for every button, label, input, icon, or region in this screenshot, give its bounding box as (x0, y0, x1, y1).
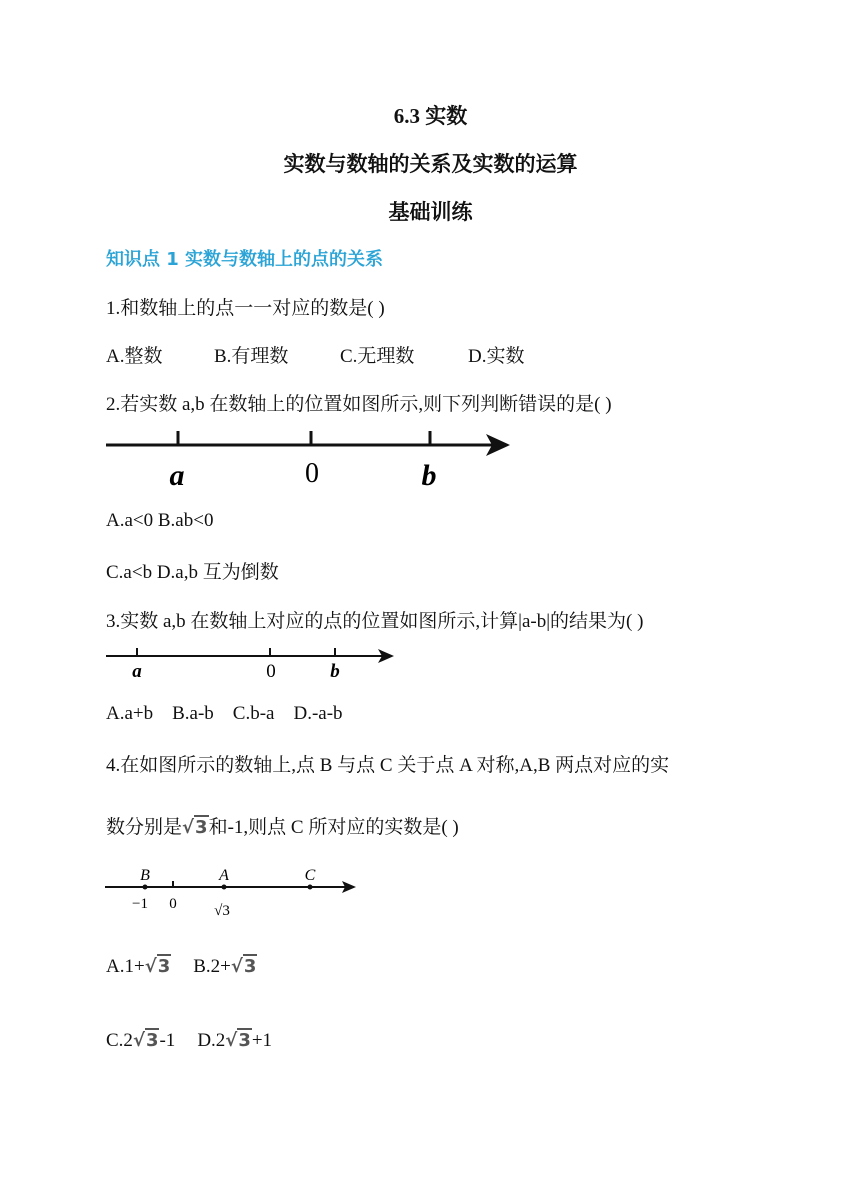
q3-label-a: a (132, 661, 142, 682)
knowledge-point-heading: 知识点 1 实数与数轴上的点的关系 (106, 249, 384, 270)
q4-value-0: 0 (169, 896, 177, 912)
q3-label-0: 0 (266, 661, 276, 682)
q1-options (106, 341, 524, 368)
sqrt-icon: √3 (144, 956, 171, 977)
q4-label-b: B (140, 867, 150, 884)
q4-label-a: A (219, 867, 229, 884)
q2-options-line1: A.a<0 B.ab<0 (106, 510, 214, 531)
q3-options: A.a+b B.a-b C.b-a D.-a-b (106, 703, 343, 724)
q1-option-d: D.实数 (468, 346, 525, 367)
sqrt-icon: √3 (132, 1030, 159, 1051)
q2-stem: 2.若实数 a,b 在数轴上的位置如图所示,则下列判断错误的是( ) (106, 394, 612, 415)
q3-label-b: b (330, 661, 340, 682)
q4-label-c: C (304, 867, 316, 884)
q1-option-c: C.无理数 (340, 346, 415, 367)
q4-option-b-text: B.2+ (193, 956, 231, 977)
page-subtitle: 实数与数轴的关系及实数的运算 (283, 152, 578, 176)
q4-options-ab (106, 956, 257, 978)
q1-stem: 1.和数轴上的点一一对应的数是( ) (106, 298, 385, 319)
q2-label-a: a (169, 459, 185, 492)
sqrt-radicand: 3 (195, 817, 208, 838)
sqrt-icon: √3 (225, 1030, 251, 1051)
q4-options-cd: C.2√3-1 D.2√3+1 (106, 1030, 273, 1051)
q4-stem-line2 (106, 812, 459, 839)
sqrt-icon: √3 (230, 956, 257, 977)
q4-point-c (308, 885, 313, 890)
section-title: 6.3 实数 (393, 104, 468, 128)
q4-value-neg1: −1 (132, 896, 148, 912)
q1-option-a: A.整数 (106, 346, 163, 367)
q2-options-line2: C.a<b D.a,b 互为倒数 (106, 562, 279, 583)
q4-point-b (143, 885, 148, 890)
q2-number-line (100, 425, 520, 495)
training-level-heading: 基础训练 (388, 200, 473, 224)
q4-stem-line1: 4.在如图所示的数轴上,点 B 与点 C 关于点 A 对称,A,B 两点对应的实 (106, 755, 670, 776)
q4-option-d-text: D.2 (197, 1030, 226, 1051)
q3-stem: 3.实数 a,b 在数轴上对应的点的位置如图所示,计算|a-b|的结果为( ) (106, 611, 644, 632)
q4-option-a-text: A.1+ (106, 956, 145, 977)
q1-option-b: B.有理数 (214, 346, 289, 367)
sqrt-icon: √3 (182, 817, 208, 838)
q3-number-line (100, 644, 400, 684)
q4-stem-text-a: 数分别是 (106, 817, 183, 838)
q2-label-b: b (421, 459, 437, 492)
q4-value-sqrt3: √3 (214, 903, 230, 919)
q4-option-c-text: C.2 (106, 1030, 133, 1051)
q4-number-line (100, 862, 365, 922)
q2-label-0: 0 (305, 458, 319, 489)
q4-stem-text-b: 和-1,则点 C 所对应的实数是( ) (208, 817, 459, 838)
q4-point-a (222, 885, 227, 890)
